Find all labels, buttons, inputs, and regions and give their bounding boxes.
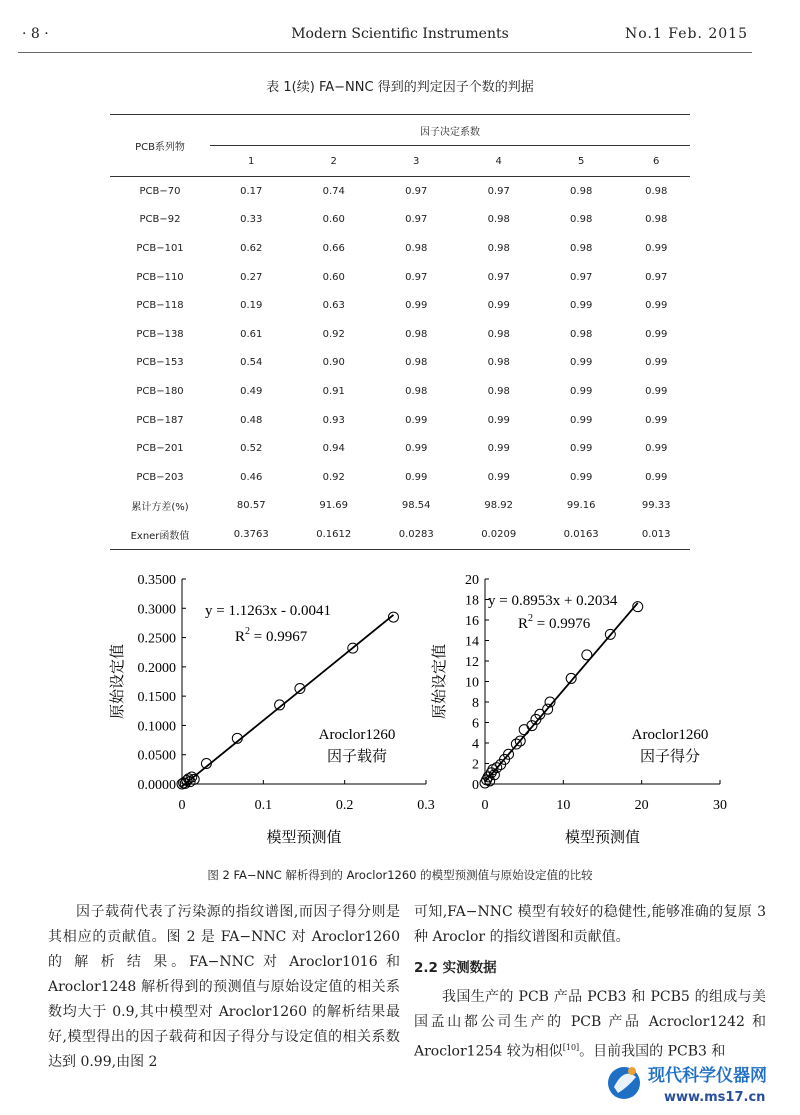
table-cell: 0.97 xyxy=(457,177,539,206)
y-tick-label: 10 xyxy=(465,675,479,691)
column-header: 6 xyxy=(622,146,690,177)
table-cell: 99.33 xyxy=(641,500,671,512)
table-cell: 99.16 xyxy=(566,500,596,512)
trend-equation: y = 1.1263x - 0.0041 xyxy=(205,603,331,619)
table-cell: 0.94 xyxy=(322,443,345,455)
page-number: · 8 · xyxy=(22,26,49,42)
paragraph: 因子载荷代表了污染源的指纹谱图,而因子得分则是其相应的贡献值。图 2 是 FA−NNC 对 Aroclor1260 的 解 析 结 果。FA−NNC 对 Aroclor1016 和 Aroclor1248 解析得到的预测值与原始设定值的相关系数均大于 0.9,其中模型对 Aroclor1260 的解析结果最好,模型得出的因子载荷和因子得分与设定值的相关系数达到 0.99,由图 2 xyxy=(48,904,400,1070)
table-cell: 0.99 xyxy=(645,357,668,369)
right-column xyxy=(414,900,766,1065)
x-axis-label: 模型预测值 xyxy=(564,828,641,846)
y-tick-label: 14 xyxy=(465,634,479,650)
y-tick-label: 0.2500 xyxy=(137,631,176,647)
row-label: PCB−92 xyxy=(139,214,181,226)
column-header: 3 xyxy=(375,146,457,177)
table-cell: 0.99 xyxy=(645,300,668,312)
issue-info: No.1 Feb. 2015 xyxy=(625,26,748,42)
citation-ref: [10] xyxy=(562,1043,580,1052)
row-header: PCB系列物 xyxy=(110,115,210,177)
x-tick-label: 10 xyxy=(556,798,571,813)
table-cell: 0.46 xyxy=(240,471,263,483)
table-row xyxy=(110,263,690,292)
data-point xyxy=(519,725,529,735)
watermark-brand: 现代科学仪器网 xyxy=(648,1066,767,1086)
r-squared-exponent: 2 xyxy=(245,626,251,637)
table-row xyxy=(110,434,690,463)
logo-icon xyxy=(608,1067,640,1099)
table-cell: 0.99 xyxy=(487,414,510,426)
row-label: PCB−153 xyxy=(136,357,184,369)
table-cell: 0.62 xyxy=(240,242,263,254)
y-tick-label: 0.2000 xyxy=(137,660,176,676)
table-cell: 0.91 xyxy=(322,385,345,397)
y-tick-label: 0.3000 xyxy=(137,602,176,618)
y-tick-label: 6 xyxy=(472,716,479,732)
table-cell: 0.99 xyxy=(570,414,593,426)
chart-factor-loading xyxy=(100,568,440,858)
table-cell: 80.57 xyxy=(236,500,266,512)
header-rule xyxy=(18,52,752,53)
table-cell: 0.013 xyxy=(622,520,690,549)
table-cell: 0.99 xyxy=(405,414,428,426)
table-cell: 0.3763 xyxy=(210,520,292,549)
table-cell: 0.98 xyxy=(487,242,510,254)
table-cell: 0.60 xyxy=(322,214,345,226)
table-row xyxy=(110,234,690,263)
table-row xyxy=(110,463,690,492)
table-cell: 0.27 xyxy=(240,271,263,283)
y-tick-label: 18 xyxy=(465,593,479,609)
table-cell: 0.99 xyxy=(645,414,668,426)
r-squared-value: = 0.9967 xyxy=(250,629,308,645)
table-cell: 0.49 xyxy=(240,385,263,397)
row-label: PCB−187 xyxy=(136,414,184,426)
table-row xyxy=(110,291,690,320)
table-cell: 0.90 xyxy=(322,357,345,369)
paragraph xyxy=(414,985,766,1065)
table-cell: 0.99 xyxy=(645,443,668,455)
y-tick-label: 0.1500 xyxy=(137,690,176,706)
y-tick-label: 0.0500 xyxy=(137,748,176,764)
table-cell: 0.17 xyxy=(210,177,292,206)
row-label: PCB−118 xyxy=(136,300,184,312)
table-cell: 0.99 xyxy=(570,471,593,483)
x-axis-label: 模型预测值 xyxy=(266,828,342,846)
row-label: PCB−110 xyxy=(136,271,184,283)
y-axis-label: 原始设定值 xyxy=(430,643,448,720)
r-squared-exponent: 2 xyxy=(528,613,534,624)
table-row xyxy=(110,320,690,349)
table-cell: 0.61 xyxy=(240,328,263,340)
row-label: PCB−201 xyxy=(136,443,184,455)
table-cell: 0.48 xyxy=(240,414,263,426)
x-tick-label: 0 xyxy=(481,798,489,813)
table-cell: 0.52 xyxy=(240,443,263,455)
table-cell: 0.99 xyxy=(645,471,668,483)
r-squared-symbol: R xyxy=(235,629,246,645)
table-row xyxy=(110,349,690,378)
table-cell: 0.99 xyxy=(405,471,428,483)
r-squared-value: = 0.9976 xyxy=(533,616,591,632)
x-tick-label: 20 xyxy=(634,798,649,813)
table-cell: 0.98 xyxy=(405,242,428,254)
table-cell: 0.98 xyxy=(487,357,510,369)
y-tick-label: 0 xyxy=(472,778,479,793)
y-tick-label: 2 xyxy=(472,757,479,773)
table-cell: 0.19 xyxy=(240,300,263,312)
table-cell: 0.1612 xyxy=(292,520,374,549)
table-cell: 0.99 xyxy=(487,443,510,455)
table-row xyxy=(110,492,690,521)
watermark-url: www.ms17.cn xyxy=(664,1090,766,1105)
table-cell: 0.99 xyxy=(570,357,593,369)
table-cell: 0.60 xyxy=(322,271,345,283)
table-cell: 0.97 xyxy=(570,271,593,283)
column-header: 5 xyxy=(540,146,622,177)
table-cell: 91.69 xyxy=(319,500,349,512)
y-axis-label: 原始设定值 xyxy=(108,643,126,720)
y-tick-label: 8 xyxy=(472,696,479,711)
table-cell: 0.99 xyxy=(405,443,428,455)
table-row xyxy=(110,520,690,549)
table-cell: 0.99 xyxy=(645,242,668,254)
table-cell: 0.0163 xyxy=(540,520,622,549)
table-cell: 0.98 xyxy=(570,328,593,340)
row-label: PCB−101 xyxy=(136,242,184,254)
table-cell: 0.33 xyxy=(240,214,263,226)
row-label: Exner函数值 xyxy=(110,520,210,549)
group-header: 因子决定系数 xyxy=(210,115,690,146)
table-cell: 0.98 xyxy=(487,385,510,397)
table-cell: 0.97 xyxy=(405,214,428,226)
y-tick-label: 12 xyxy=(465,655,479,670)
figure-caption: 图 2 FA−NNC 解析得到的 Aroclor1260 的模型预测值与原始设定值的比较 xyxy=(207,868,593,882)
trend-equation: y = 0.8953x + 0.2034 xyxy=(488,593,618,609)
series-annotation: Aroclor1260 xyxy=(631,727,709,743)
left-column xyxy=(48,900,400,1075)
table-row xyxy=(110,377,690,406)
y-tick-label: 20 xyxy=(465,573,479,588)
table-cell: 98.92 xyxy=(484,500,514,512)
table-cell: 0.92 xyxy=(322,471,345,483)
table-cell: 0.98 xyxy=(645,214,668,226)
table-row xyxy=(110,406,690,435)
series-annotation: Aroclor1260 xyxy=(318,727,396,743)
data-table xyxy=(110,114,690,550)
column-header: 4 xyxy=(457,146,539,177)
table-cell: 0.74 xyxy=(292,177,374,206)
r-squared-label xyxy=(518,613,591,632)
table-cell: 0.99 xyxy=(570,300,593,312)
table-cell: 0.98 xyxy=(405,328,428,340)
table-caption: 表 1(续) FA−NNC 得到的判定因子个数的判据 xyxy=(266,80,534,95)
table-row xyxy=(110,177,690,206)
journal-title: Modern Scientific Instruments xyxy=(291,26,509,42)
table-cell: 0.92 xyxy=(322,328,345,340)
table-cell: 0.98 xyxy=(570,214,593,226)
row-label: PCB−203 xyxy=(136,471,184,483)
x-tick-label: 0 xyxy=(178,798,186,813)
paragraph: 可知,FA−NNC 模型有较好的稳健性,能够准确的复原 3 种 Aroclor 的指纹谱图和贡献值。 xyxy=(414,904,766,945)
table-cell: 0.63 xyxy=(322,300,345,312)
y-tick-label: 16 xyxy=(465,614,479,629)
x-tick-label: 0.1 xyxy=(254,798,273,813)
table-cell: 0.97 xyxy=(487,271,510,283)
table-cell: 0.99 xyxy=(570,443,593,455)
paragraph-text: 。目前我国的 PCB3 和 xyxy=(579,1043,726,1060)
table-cell: 0.66 xyxy=(322,242,345,254)
table-row xyxy=(110,206,690,235)
r-squared-label xyxy=(235,626,308,645)
y-tick-label: 4 xyxy=(472,737,479,752)
table-cell: 98.54 xyxy=(401,500,431,512)
r-squared-symbol: R xyxy=(518,616,529,632)
section-heading: 2.2 实测数据 xyxy=(414,960,497,976)
series-annotation-sub: 因子得分 xyxy=(639,747,701,765)
table-cell: 0.97 xyxy=(375,177,457,206)
table-cell: 0.99 xyxy=(570,385,593,397)
y-tick-label: 0.3500 xyxy=(137,573,176,588)
paragraph-text: 我国生产的 PCB 产品 PCB3 和 PCB5 的组成与美国孟山都公司生产的 PCB 产品 Acroclor1242 和 Aroclor1254 较为相似 xyxy=(414,989,766,1060)
table-cell: 0.98 xyxy=(405,385,428,397)
x-tick-label: 0.2 xyxy=(335,798,354,813)
table-cell: 0.99 xyxy=(405,300,428,312)
table-cell: 0.97 xyxy=(645,271,668,283)
table-cell: 0.99 xyxy=(487,300,510,312)
table-cell: 0.99 xyxy=(487,471,510,483)
y-tick-label: 0.0000 xyxy=(137,778,176,793)
row-label: PCB−180 xyxy=(136,385,184,397)
x-tick-label: 30 xyxy=(713,798,727,813)
watermark-logo xyxy=(602,1057,792,1109)
chart-factor-score xyxy=(430,568,750,858)
table-cell: 0.93 xyxy=(322,414,345,426)
table-cell: 0.99 xyxy=(645,385,668,397)
row-label: 累计方差(%) xyxy=(131,502,189,514)
data-point xyxy=(582,650,592,660)
table-cell: 0.98 xyxy=(487,328,510,340)
table-cell: 0.97 xyxy=(405,271,428,283)
series-annotation-sub: 因子载荷 xyxy=(326,747,388,765)
table-cell: 0.0209 xyxy=(457,520,539,549)
table-cell: 0.98 xyxy=(622,177,690,206)
column-header: 1 xyxy=(210,146,292,177)
row-label: PCB−138 xyxy=(136,328,184,340)
column-header: 2 xyxy=(292,146,374,177)
y-tick-label: 0.1000 xyxy=(137,719,176,735)
x-tick-label: 0.3 xyxy=(417,798,435,813)
table-cell: 0.98 xyxy=(405,357,428,369)
row-label: PCB−70 xyxy=(110,177,210,206)
table-cell: 0.99 xyxy=(645,328,668,340)
table-cell: 0.98 xyxy=(570,242,593,254)
table-cell: 0.54 xyxy=(240,357,263,369)
table-cell: 0.98 xyxy=(540,177,622,206)
table-cell: 0.98 xyxy=(487,214,510,226)
table-cell: 0.0283 xyxy=(375,520,457,549)
